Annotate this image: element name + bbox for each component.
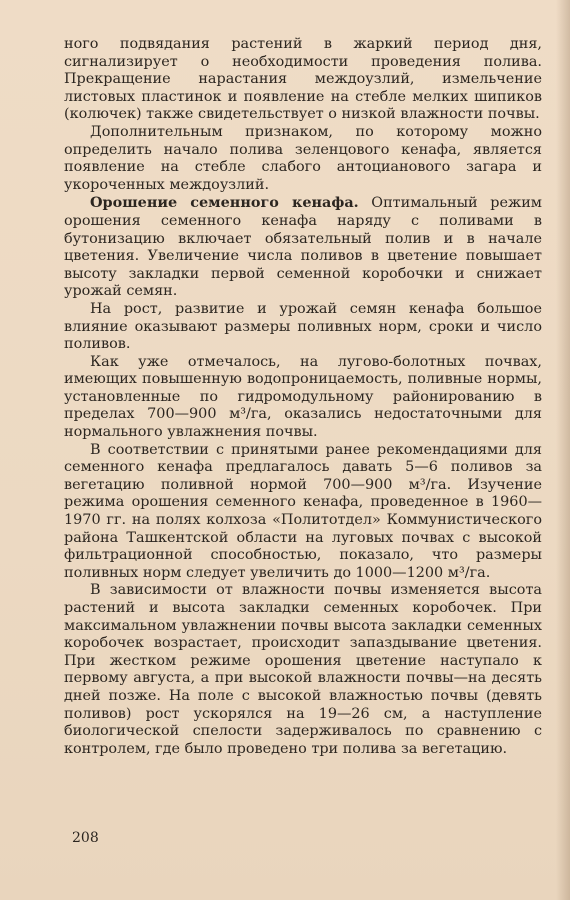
paragraph-3: [64, 194, 542, 301]
paragraph-3-text: Оптимальный режим орошения семенного кенафа наряду с поливами в бутонизацию включает обязательный полив и в начале цветения. Увеличение числа поливов в цветение повышает высоту закладки первой семенной коробочки и снижает урожай семян.: [64, 195, 542, 300]
paragraph-7: [64, 582, 542, 758]
paragraph-5: [64, 354, 542, 442]
paragraph-1: [64, 36, 542, 124]
paragraph-4: [64, 301, 542, 354]
paragraph-6-text: В соответствии с принятыми ранее рекомендациями для семенного кенафа предлагалось давать 5—6 поливов за вегетацию поливной нормой 700—900 м³/га. Изучение режима орошения семенного кенафа, проведенное в 1960—1970 гг. на полях колхоза «Политотдел» Коммунистического района Ташкентской области на луговых почвах с высокой фильтрационной способностью, показало, что размеры поливных норм следует увеличить до 1000—1200 м³/га.: [64, 441, 542, 581]
section-heading: Орошение семенного кенафа.: [90, 194, 359, 212]
paragraph-7-text: В зависимости от влажности почвы изменяется высота растений и высота закладки семенных коробочек. При максимальном увлажнении почвы высота закладки семенных коробочек возрастает, происходит запаздывание цветения. При жестком режиме орошения цветение наступало к первому августа, а при высокой влажности почвы—на десять дней позже. На поле с высокой влажностью почвы (девять поливов) рост ускорялся на 19—26 см, а наступление биологической спелости задерживалось по сравнению с контролем, где было проведено три полива за вегетацию.: [64, 582, 542, 757]
paragraph-4-text: На рост, развитие и урожай семян кенафа большое влияние оказывают размеры поливных норм, сроки и число поливов.: [64, 300, 542, 353]
paragraph-2-text: Дополнительным признаком, по которому можно определить начало полива зеленцового кенафа, является появление на стебле слабого антоцианового загара и укороченных междоузлий.: [64, 123, 542, 193]
paragraph-6: [64, 442, 542, 583]
page-number: 208: [72, 830, 99, 846]
paragraph-1-text: ного подвядания растений в жаркий период дня, сигнализирует о необходимости проведения полива. Прекращение нарастания междоузлий, измельчение листовых пластинок и появление на стебле мелких шипиков (колючек) также свидетельствует о низкой влажности почвы.: [64, 36, 542, 123]
paragraph-5-text: Как уже отмечалось, на лугово-болотных почвах, имеющих повышенную водопроницаемость, поливные нормы, установленные по гидромодульному районированию в пределах 700—900 м³/га, оказались недостаточными для нормального увлажнения почвы.: [64, 353, 542, 441]
paragraph-2: [64, 124, 542, 194]
